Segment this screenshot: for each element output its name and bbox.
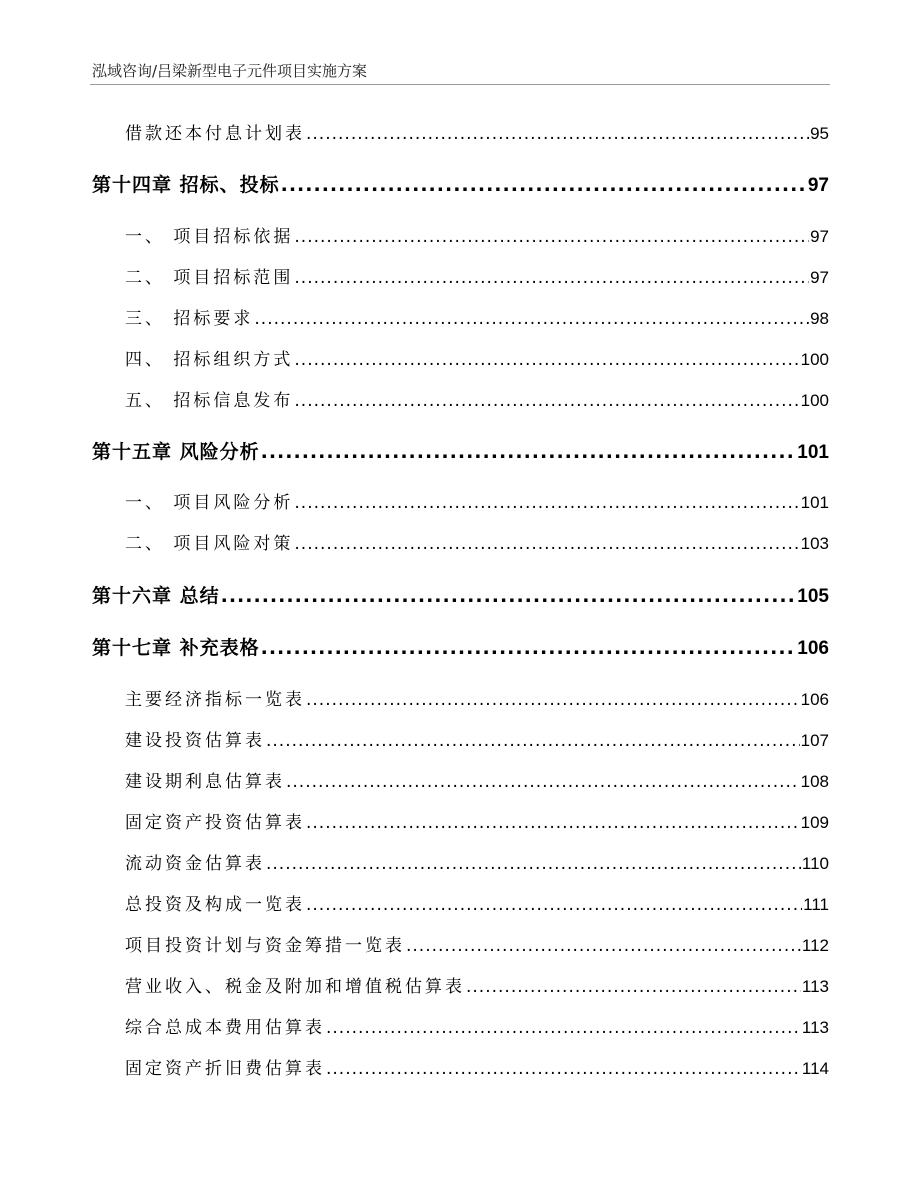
toc-leader-dots — [261, 437, 797, 467]
toc-page-number: 100 — [800, 391, 829, 410]
toc-leader-dots — [306, 687, 800, 713]
toc-page-number: 95 — [810, 124, 829, 143]
toc-chapter-title: 第十五章 风险分析 — [92, 441, 260, 463]
toc-chapter-entry[interactable] — [92, 633, 829, 663]
toc-chapter-title: 第十七章 补充表格 — [92, 637, 260, 659]
toc-entry[interactable] — [125, 490, 829, 516]
toc-entry-title: 三、 招标要求 — [125, 309, 254, 329]
toc-page-number: 112 — [801, 936, 829, 955]
toc-entry[interactable] — [125, 224, 829, 250]
toc-page-number: 114 — [801, 1059, 829, 1078]
toc-entry-title: 项目投资计划与资金筹措一览表 — [125, 936, 405, 956]
toc-page-number: 107 — [800, 731, 829, 750]
toc-leader-dots — [466, 974, 801, 1000]
toc-leader-dots — [294, 388, 799, 414]
toc-leader-dots — [266, 851, 801, 877]
toc-page-number: 106 — [797, 638, 829, 659]
running-header: 泓域咨询/吕梁新型电子元件项目实施方案 — [92, 62, 368, 80]
toc-leader-dots — [326, 1056, 801, 1082]
toc-entry-title: 一、 项目招标依据 — [125, 227, 294, 247]
toc-leader-dots — [294, 490, 799, 516]
toc-leader-dots — [294, 531, 799, 557]
toc-chapter-title: 第十四章 招标、投标 — [92, 174, 280, 196]
toc-leader-dots — [306, 892, 802, 918]
toc-page-number: 100 — [800, 350, 829, 369]
toc-page-number: 101 — [800, 493, 829, 512]
toc-chapter-entry[interactable] — [92, 437, 829, 467]
toc-entry-title: 五、 招标信息发布 — [125, 391, 294, 411]
toc-entry[interactable] — [125, 1015, 829, 1041]
toc-page-number: 109 — [800, 813, 829, 832]
toc-page-number: 97 — [810, 268, 829, 287]
toc-entry[interactable] — [125, 892, 829, 918]
toc-page-number: 113 — [801, 977, 829, 996]
toc-chapter-entry[interactable] — [92, 581, 829, 611]
toc-entry-title: 综合总成本费用估算表 — [125, 1018, 325, 1038]
toc-entry[interactable] — [125, 851, 829, 877]
toc-page-number: 113 — [801, 1018, 829, 1037]
toc-page-number: 98 — [810, 309, 829, 328]
toc-entry-title: 四、 招标组织方式 — [125, 350, 294, 370]
toc-page-number: 97 — [807, 175, 829, 196]
toc-entry-title: 流动资金估算表 — [125, 854, 265, 874]
toc-entry[interactable] — [125, 810, 829, 836]
toc-entry[interactable] — [125, 388, 829, 414]
toc-page-number: 105 — [797, 586, 829, 607]
toc-leader-dots — [261, 633, 797, 663]
toc-entry[interactable] — [125, 265, 829, 291]
toc-leader-dots — [306, 810, 800, 836]
toc-leader-dots — [326, 1015, 801, 1041]
toc-page-number: 108 — [800, 772, 829, 791]
toc-page-number: 97 — [810, 227, 829, 246]
toc-page-number: 103 — [800, 534, 829, 553]
toc-entry[interactable] — [125, 531, 829, 557]
toc-entry-title: 二、 项目招标范围 — [125, 268, 294, 288]
toc-entry[interactable] — [125, 974, 829, 1000]
toc-entry-title: 建设投资估算表 — [125, 731, 265, 751]
toc-leader-dots — [294, 265, 809, 291]
toc-entry[interactable] — [125, 306, 829, 332]
toc-page-number: 111 — [803, 895, 829, 914]
toc-entry[interactable] — [125, 769, 829, 795]
toc-chapter-title: 第十六章 总结 — [92, 585, 220, 607]
toc-entry-title: 总投资及构成一览表 — [125, 895, 305, 915]
toc-leader-dots — [294, 224, 809, 250]
toc-entry[interactable] — [125, 1056, 829, 1082]
toc-leader-dots — [281, 170, 807, 200]
toc-leader-dots — [286, 769, 800, 795]
toc-entry-title: 一、 项目风险分析 — [125, 493, 294, 513]
toc-leader-dots — [294, 347, 799, 373]
toc-entry-title: 固定资产投资估算表 — [125, 813, 305, 833]
toc-entry[interactable] — [125, 687, 829, 713]
toc-leader-dots — [306, 121, 809, 147]
toc-entry[interactable] — [125, 121, 829, 147]
toc-page-number: 106 — [800, 690, 829, 709]
toc-leader-dots — [266, 728, 800, 754]
toc-entry-title: 二、 项目风险对策 — [125, 534, 294, 554]
toc-entry-title: 主要经济指标一览表 — [125, 690, 305, 710]
toc-leader-dots — [254, 306, 809, 332]
toc-page-number: 110 — [801, 854, 829, 873]
toc-entry[interactable] — [125, 933, 829, 959]
toc-entry-title: 建设期利息估算表 — [125, 772, 285, 792]
toc-entry-title: 借款还本付息计划表 — [125, 124, 305, 144]
toc-entry-title: 固定资产折旧费估算表 — [125, 1059, 325, 1079]
toc-page-number: 101 — [797, 442, 829, 463]
toc-entry[interactable] — [125, 728, 829, 754]
toc-leader-dots — [406, 933, 801, 959]
toc-entry-title: 营业收入、税金及附加和增值税估算表 — [125, 977, 465, 997]
toc-leader-dots — [221, 581, 797, 611]
toc-chapter-entry[interactable] — [92, 170, 829, 200]
toc-entry[interactable] — [125, 347, 829, 373]
